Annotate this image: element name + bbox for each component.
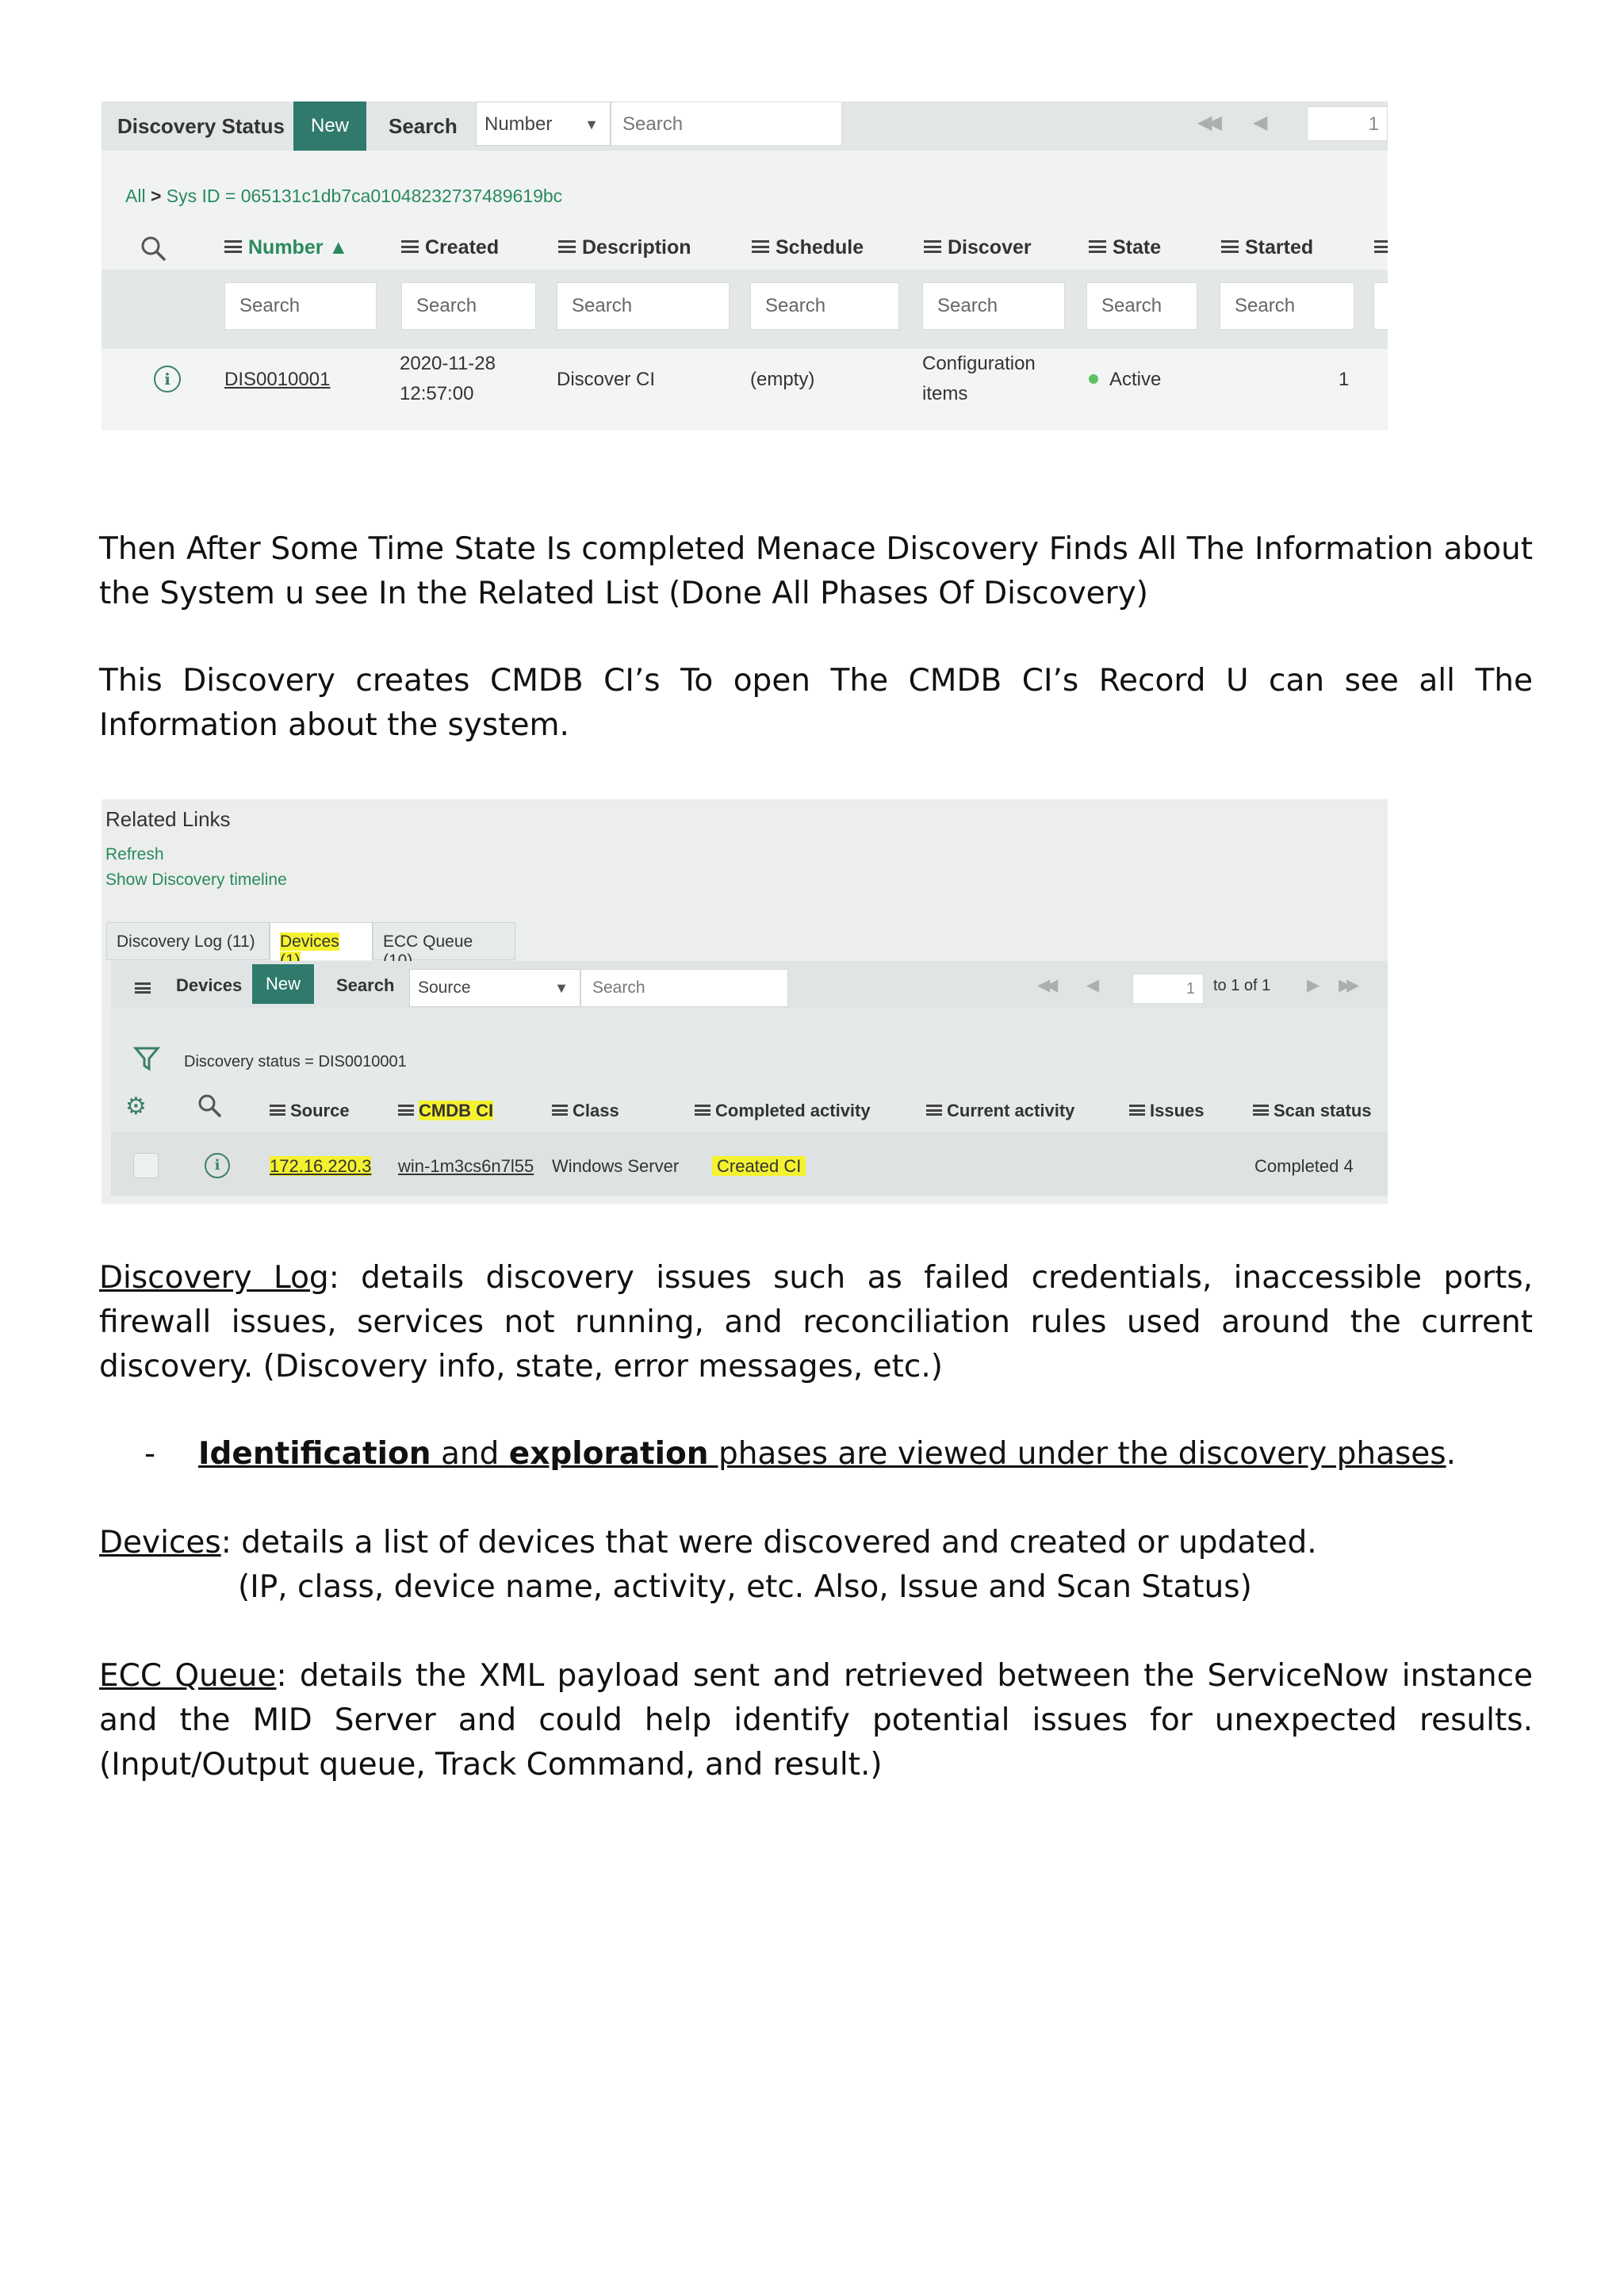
column-header-state[interactable]: State (1089, 236, 1161, 259)
paragraph-cmdb: This Discovery creates CMDB CI’s To open The CMDB CI’s Record U can see all The Information about the system. (99, 663, 1533, 743)
breadcrumb-all[interactable]: All (125, 186, 146, 206)
started-cell: 1 (1339, 369, 1350, 390)
column-menu-icon[interactable] (695, 1105, 710, 1116)
dropdown-arrow-icon: ▼ (554, 980, 569, 996)
column-header-description[interactable]: Description (558, 236, 691, 259)
search-icon[interactable] (197, 1093, 224, 1120)
gear-icon[interactable]: ⚙ (125, 1093, 147, 1120)
column-header-issues[interactable]: Issues (1129, 1101, 1205, 1121)
search-field-select[interactable] (476, 101, 611, 146)
column-menu-icon[interactable] (1221, 240, 1239, 253)
created-date: 2020-11-28 (400, 353, 496, 374)
column-menu-icon[interactable] (1253, 1105, 1269, 1116)
search-field-value: Source (418, 978, 471, 997)
column-search-input[interactable]: Search (557, 282, 730, 330)
column-menu-icon[interactable] (1129, 1105, 1145, 1116)
breadcrumb: All > Sys ID = 065131c1db7ca01048232737489619bc (125, 186, 563, 206)
column-menu-icon[interactable] (558, 240, 576, 253)
column-header-completed-activity[interactable]: Completed activity (695, 1101, 871, 1121)
bold-identification: Identification (198, 1436, 431, 1472)
term-ecc-queue: ECC Queue (99, 1658, 277, 1694)
tab-ecc-queue[interactable]: ECC Queue (373, 922, 515, 960)
search-field-select[interactable] (409, 969, 580, 1007)
description-cell: Discover CI (557, 369, 656, 390)
tab-devices[interactable]: Devices (270, 922, 373, 960)
column-menu-icon[interactable] (552, 1105, 568, 1116)
page-number-input[interactable]: 1 (1132, 974, 1204, 1004)
info-icon[interactable]: i (154, 366, 181, 393)
previous-page-icon[interactable]: ◀ (1253, 112, 1263, 133)
breadcrumb-filter[interactable]: Sys ID = 065131c1db7ca01048232737489619bc (166, 186, 563, 206)
completed-activity-cell: Created CI (712, 1156, 806, 1177)
search-field-value: Number (485, 113, 553, 135)
record-number-link[interactable]: DIS0010001 (224, 369, 331, 390)
column-search-input[interactable] (1373, 282, 1388, 330)
filter-condition[interactable]: Discovery status = DIS0010001 (184, 1053, 407, 1070)
discovery-status-screenshot (102, 101, 1388, 431)
page-range-text: to 1 of 1 (1213, 977, 1271, 994)
column-menu-icon[interactable] (924, 240, 941, 253)
bold-exploration: exploration (508, 1436, 709, 1472)
term-discovery-log: Discovery Log (99, 1260, 329, 1296)
search-input[interactable]: Search (580, 969, 788, 1007)
column-search-input[interactable]: Search (750, 282, 899, 330)
search-label: Search (336, 975, 395, 995)
scan-status-cell: Completed 4 (1254, 1156, 1354, 1176)
new-button[interactable]: New (252, 964, 314, 1004)
discover-cell-line1: Configuration (922, 353, 1036, 374)
term-devices: Devices (99, 1525, 221, 1561)
search-input[interactable]: Search (611, 101, 842, 146)
column-search-input[interactable]: Search (401, 282, 536, 330)
schedule-cell: (empty) (750, 369, 815, 390)
last-page-icon[interactable]: ▶▶ (1339, 976, 1355, 994)
first-page-icon[interactable]: ◀◀ (1197, 112, 1217, 133)
related-links-title: Related Links (105, 807, 231, 831)
column-header-current-activity[interactable]: Current activity (926, 1101, 1074, 1121)
column-menu-icon[interactable] (1374, 236, 1388, 259)
devices-list-title: Devices (176, 975, 243, 995)
next-page-icon[interactable]: ▶ (1307, 976, 1316, 994)
bullet-phases: - Identification and exploration phases are viewed under the discovery phases. (144, 1436, 1457, 1472)
list-menu-icon[interactable] (135, 978, 155, 999)
column-search-input[interactable]: Search (1220, 282, 1354, 330)
column-header-scan-status[interactable]: Scan status (1253, 1101, 1372, 1121)
column-header-started[interactable]: Started (1221, 236, 1313, 259)
source-ip-link[interactable]: 172.16.220.3 (270, 1156, 372, 1176)
refresh-link[interactable]: Refresh (105, 845, 164, 864)
status-dot-icon (1089, 374, 1098, 384)
sort-ascending-icon: ▲ (328, 236, 349, 259)
first-page-icon[interactable]: ◀◀ (1037, 976, 1054, 994)
row-checkbox[interactable] (133, 1153, 159, 1178)
dropdown-arrow-icon: ▼ (584, 117, 599, 132)
devices-details: (IP, class, device name, activity, etc. Also, Issue and Scan Status) (238, 1569, 1252, 1605)
column-menu-icon[interactable] (398, 1105, 414, 1116)
created-time: 12:57:00 (400, 383, 474, 404)
class-cell: Windows Server (552, 1156, 680, 1176)
search-label: Search (389, 114, 458, 138)
column-header-created[interactable]: Created (401, 236, 499, 259)
column-menu-icon[interactable] (1089, 240, 1106, 253)
column-menu-icon[interactable] (752, 240, 769, 253)
column-header-number[interactable]: Number ▲ (224, 236, 348, 259)
state-cell: Active (1089, 365, 1161, 395)
previous-page-icon[interactable]: ◀ (1086, 976, 1095, 994)
column-search-input[interactable]: Search (922, 282, 1065, 330)
related-lists-screenshot (102, 799, 1388, 1204)
info-icon[interactable]: i (205, 1153, 230, 1178)
new-button[interactable]: New (293, 101, 366, 151)
column-header-schedule[interactable]: Schedule (752, 236, 864, 259)
discover-cell-line2: items (922, 383, 968, 404)
discovery-log-definition: Discovery Log: details discovery issues such as failed credentials, inaccessible ports, firewall issues, services not running, and reconciliation rules used around the current discovery. (Discovery info, state, error messages, etc.) (99, 1260, 1533, 1384)
bullet-dash: - (144, 1436, 156, 1472)
search-icon[interactable] (140, 235, 168, 263)
cmdb-ci-link[interactable]: win-1m3cs6n7l55 (398, 1156, 534, 1176)
paragraph-after-state: Then After Some Time State Is completed Menace Discovery Finds All The Information about the System u see In the Related List (Done All Phases Of Discovery) (99, 531, 1533, 611)
show-discovery-timeline-link[interactable]: Show Discovery timeline (105, 871, 287, 889)
filter-icon[interactable] (133, 1045, 160, 1072)
column-menu-icon[interactable] (401, 240, 419, 253)
column-search-input[interactable]: Search (224, 282, 377, 330)
column-header-class[interactable]: Class (552, 1101, 619, 1121)
list-title: Discovery Status (117, 114, 285, 138)
column-menu-icon[interactable] (270, 1105, 285, 1116)
page-number-input[interactable]: 1 (1307, 106, 1388, 141)
column-menu-icon[interactable] (926, 1105, 942, 1116)
column-header-cmdb-ci[interactable]: CMDB CI (398, 1101, 493, 1121)
column-search-input[interactable]: Search (1086, 282, 1197, 330)
tab-discovery-log[interactable]: Discovery Log (11) (106, 922, 270, 960)
column-menu-icon[interactable] (224, 240, 242, 253)
column-header-discover[interactable]: Discover (924, 236, 1032, 259)
ecc-queue-definition: ECC Queue: details the XML payload sent and retrieved between the ServiceNow instance and the MID Server and could help identify potential issues for unexpected results. (Input/Output queue, Track Command, and result.) (99, 1658, 1534, 1783)
devices-definition: Devices: details a list of devices that were discovered and created or updated. (99, 1525, 1317, 1561)
column-header-source[interactable]: Source (270, 1101, 350, 1121)
